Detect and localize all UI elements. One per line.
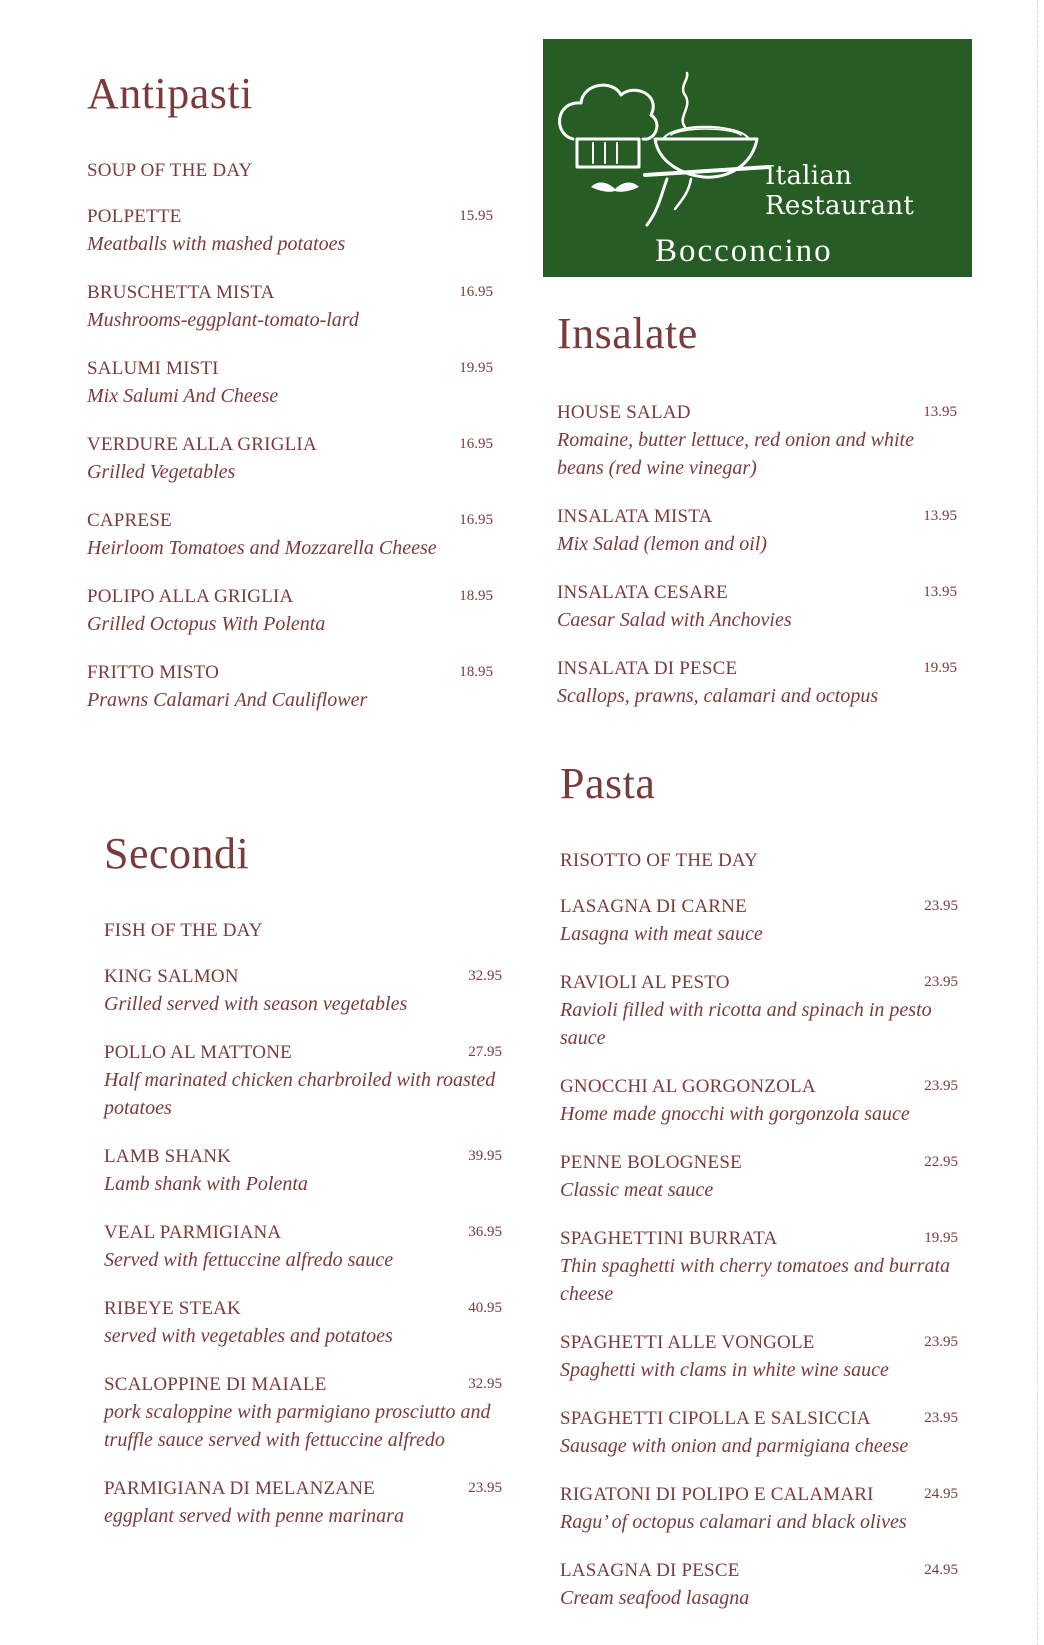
item-price: 23.95 [924,974,958,990]
item-description: eggplant served with penne marinara [104,1505,404,1527]
item-name: RIGATONI DI POLIPO E CALAMARI [560,1484,874,1505]
secondi-section [104,829,502,1552]
menu-item [560,1150,958,1204]
item-price: 36.95 [468,1224,502,1240]
menu-item [87,280,493,334]
item-price: 23.95 [924,898,958,914]
item-description: Mix Salumi And Cheese [87,385,279,407]
menu-item [104,1372,502,1454]
item-description: Scallops, prawns, calamari and octopus [557,685,879,707]
item-description: Home made gnocchi with gorgonzola sauce [560,1103,910,1125]
item-name: SPAGHETTI ALLE VONGOLE [560,1332,815,1353]
item-name: KING SALMON [104,966,239,987]
item-price: 13.95 [923,584,957,600]
menu-item [87,584,493,638]
menu-item [557,580,957,634]
item-description: Grilled Octopus With Polenta [87,613,326,635]
menu-item [104,1476,502,1530]
item-name: LASAGNA DI CARNE [560,896,747,917]
insalate-section [557,309,957,732]
item-price: 13.95 [923,404,957,420]
item-description: Mushrooms-eggplant-tomato-lard [87,309,359,331]
antipasti-section [87,69,493,736]
item-price: 39.95 [468,1148,502,1164]
item-name: INSALATA CESARE [557,582,728,603]
menu-item [560,970,958,1052]
item-name: CAPRESE [87,510,172,531]
pasta-section [560,759,958,1634]
item-description: Lasagna with meat sauce [560,923,763,945]
menu-item [560,1226,958,1308]
item-price: 19.95 [924,1230,958,1246]
item-description: Classic meat sauce [560,1179,714,1201]
item-description: Heirloom Tomatoes and Mozzarella Cheese [87,537,437,559]
menu-item [87,204,493,258]
item-price: 40.95 [468,1300,502,1316]
special-of-the-day: FISH OF THE DAY [104,920,263,941]
item-price: 24.95 [924,1562,958,1578]
item-price: 23.95 [468,1480,502,1496]
menu-item [87,508,493,562]
page-edge-divider [1037,0,1038,1645]
item-name: POLLO AL MATTONE [104,1042,292,1063]
menu-item [87,660,493,714]
menu-item [104,1040,502,1122]
menu-item [560,1330,958,1384]
section-title: Insalate [557,309,698,358]
menu-item [104,964,502,1018]
menu-item [557,656,957,710]
menu-item [560,894,958,948]
item-description: Thin spaghetti with cherry tomatoes and burrata cheese [560,1255,950,1305]
item-name: HOUSE SALAD [557,402,691,423]
item-price: 27.95 [468,1044,502,1060]
section-title: Antipasti [87,69,253,118]
item-name: INSALATA DI PESCE [557,658,738,679]
restaurant-logo [543,39,972,277]
menu-item [87,432,493,486]
item-description: Prawns Calamari And Cauliflower [87,689,368,711]
logo-restaurant-name: Bocconcino [655,233,833,269]
item-price: 23.95 [924,1334,958,1350]
menu-item [557,504,957,558]
logo-tagline: Italian Restaurant [765,161,915,221]
item-price: 16.95 [459,284,493,300]
special-of-the-day: RISOTTO OF THE DAY [560,850,759,871]
menu-item [560,1558,958,1612]
item-price: 23.95 [924,1410,958,1426]
item-price: 24.95 [924,1486,958,1502]
menu-item [560,1406,958,1460]
item-name: RAVIOLI AL PESTO [560,972,730,993]
item-description: Grilled served with season vegetables [104,993,408,1015]
item-description: pork scaloppine with parmigiano prosciutto and truffle sauce served with fettuccine alfredo [104,1401,491,1451]
item-name: POLPETTE [87,206,182,227]
item-description: Ragu’ of octopus calamari and black olives [560,1511,907,1533]
item-name: PENNE BOLOGNESE [560,1152,742,1173]
item-price: 16.95 [459,436,493,452]
item-description: Romaine, butter lettuce, red onion and white beans (red wine vinegar) [557,429,914,479]
item-name: INSALATA MISTA [557,506,713,527]
item-price: 18.95 [459,588,493,604]
item-description: Half marinated chicken charbroiled with roasted potatoes [104,1069,496,1119]
item-description: Spaghetti with clams in white wine sauce [560,1359,889,1381]
item-name: SCALOPPINE DI MAIALE [104,1374,327,1395]
item-description: Cream seafood lasagna [560,1587,750,1609]
item-name: VERDURE ALLA GRIGLIA [87,434,317,455]
section-title: Secondi [104,829,250,878]
item-price: 15.95 [459,208,493,224]
item-name: POLIPO ALLA GRIGLIA [87,586,294,607]
item-name: FRITTO MISTO [87,662,220,683]
item-name: SPAGHETTINI BURRATA [560,1228,778,1249]
item-description: Caesar Salad with Anchovies [557,609,792,631]
item-name: LASAGNA DI PESCE [560,1560,740,1581]
item-name: GNOCCHI AL GORGONZOLA [560,1076,816,1097]
item-description: Mix Salad (lemon and oil) [557,533,767,555]
item-price: 16.95 [459,512,493,528]
item-price: 18.95 [459,664,493,680]
menu-item [560,1074,958,1128]
item-name: VEAL PARMIGIANA [104,1222,282,1243]
item-description: Served with fettuccine alfredo sauce [104,1249,394,1271]
item-price: 19.95 [459,360,493,376]
item-description: Grilled Vegetables [87,461,236,483]
menu-item [557,400,957,482]
menu-item [560,1482,958,1536]
item-description: Lamb shank with Polenta [104,1173,308,1195]
item-description: Meatballs with mashed potatoes [87,233,346,255]
item-description: Sausage with onion and parmigiana cheese [560,1435,909,1457]
menu-item [104,1296,502,1350]
item-name: BRUSCHETTA MISTA [87,282,275,303]
item-name: SPAGHETTI CIPOLLA E SALSICCIA [560,1408,871,1429]
item-name: SALUMI MISTI [87,358,219,379]
menu-item [87,356,493,410]
item-description: served with vegetables and potatoes [104,1325,393,1347]
item-price: 32.95 [468,968,502,984]
item-name: LAMB SHANK [104,1146,232,1167]
section-title: Pasta [560,759,656,808]
menu-item [104,1220,502,1274]
item-price: 19.95 [923,660,957,676]
menu-item [104,1144,502,1198]
item-name: PARMIGIANA DI MELANZANE [104,1478,375,1499]
item-price: 32.95 [468,1376,502,1392]
item-name: RIBEYE STEAK [104,1298,241,1319]
item-price: 13.95 [923,508,957,524]
item-price: 23.95 [924,1078,958,1094]
item-price: 22.95 [924,1154,958,1170]
item-description: Ravioli filled with ricotta and spinach in pesto sauce [560,999,932,1049]
special-of-the-day: SOUP OF THE DAY [87,160,253,181]
